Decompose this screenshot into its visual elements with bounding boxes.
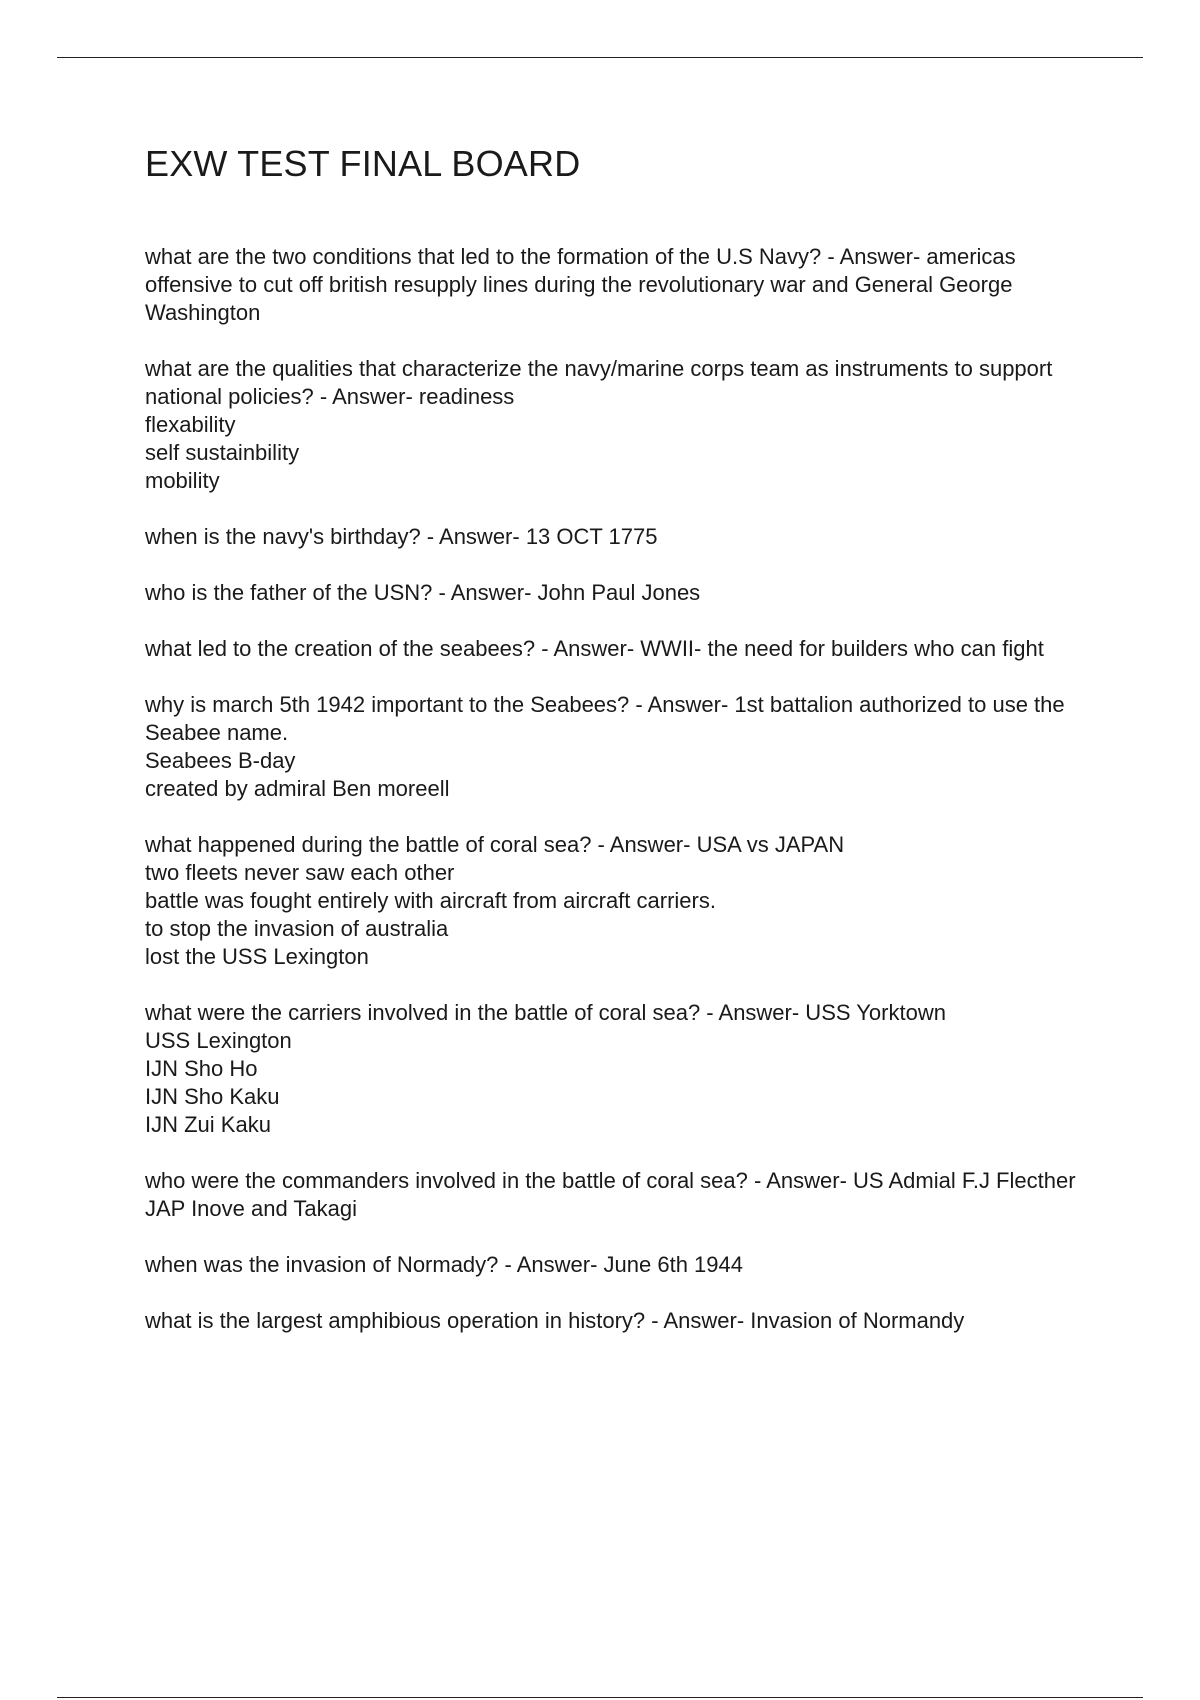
qa-list <box>145 243 1095 1363</box>
qa-entry: what led to the creation of the seabees? - Answer- WWII- the need for builders who can fight <box>145 636 1044 661</box>
bottom-divider <box>57 1697 1143 1698</box>
qa-entry: who is the father of the USN? - Answer- John Paul Jones <box>145 580 701 605</box>
top-divider <box>57 57 1143 58</box>
page-title: EXW TEST FINAL BOARD <box>145 143 581 184</box>
qa-entry: what is the largest amphibious operation in history? - Answer- Invasion of Normandy <box>145 1308 965 1333</box>
qa-entry: what happened during the battle of coral sea? - Answer- USA vs JAPAN two fleets never saw each other battle was fought entirely with aircraft from aircraft carriers. to stop the invasion of australia lost the USS Lexington <box>145 832 845 969</box>
qa-entry: why is march 5th 1942 important to the Seabees? - Answer- 1st battalion authorized to use the Seabee name. Seabees B-day created by admiral Ben moreell <box>145 692 1065 801</box>
qa-entry: what are the two conditions that led to the formation of the U.S Navy? - Answer- americas offensive to cut off british resupply lines during the revolutionary war and General George Washington <box>145 244 1016 325</box>
qa-entry: when was the invasion of Normady? - Answer- June 6th 1944 <box>145 1252 743 1277</box>
qa-entry: what were the carriers involved in the battle of coral sea? - Answer- USS Yorktown USS Lexington IJN Sho Ho IJN Sho Kaku IJN Zui Kaku <box>145 1000 946 1137</box>
qa-entry: what are the qualities that characterize the navy/marine corps team as instruments to support national policies? - Answer- readiness flexability self sustainbility mobility <box>145 356 1053 493</box>
qa-entry: who were the commanders involved in the battle of coral sea? - Answer- US Admial F.J Flecther JAP Inove and Takagi <box>145 1168 1076 1221</box>
qa-entry: when is the navy's birthday? - Answer- 13 OCT 1775 <box>145 524 658 549</box>
